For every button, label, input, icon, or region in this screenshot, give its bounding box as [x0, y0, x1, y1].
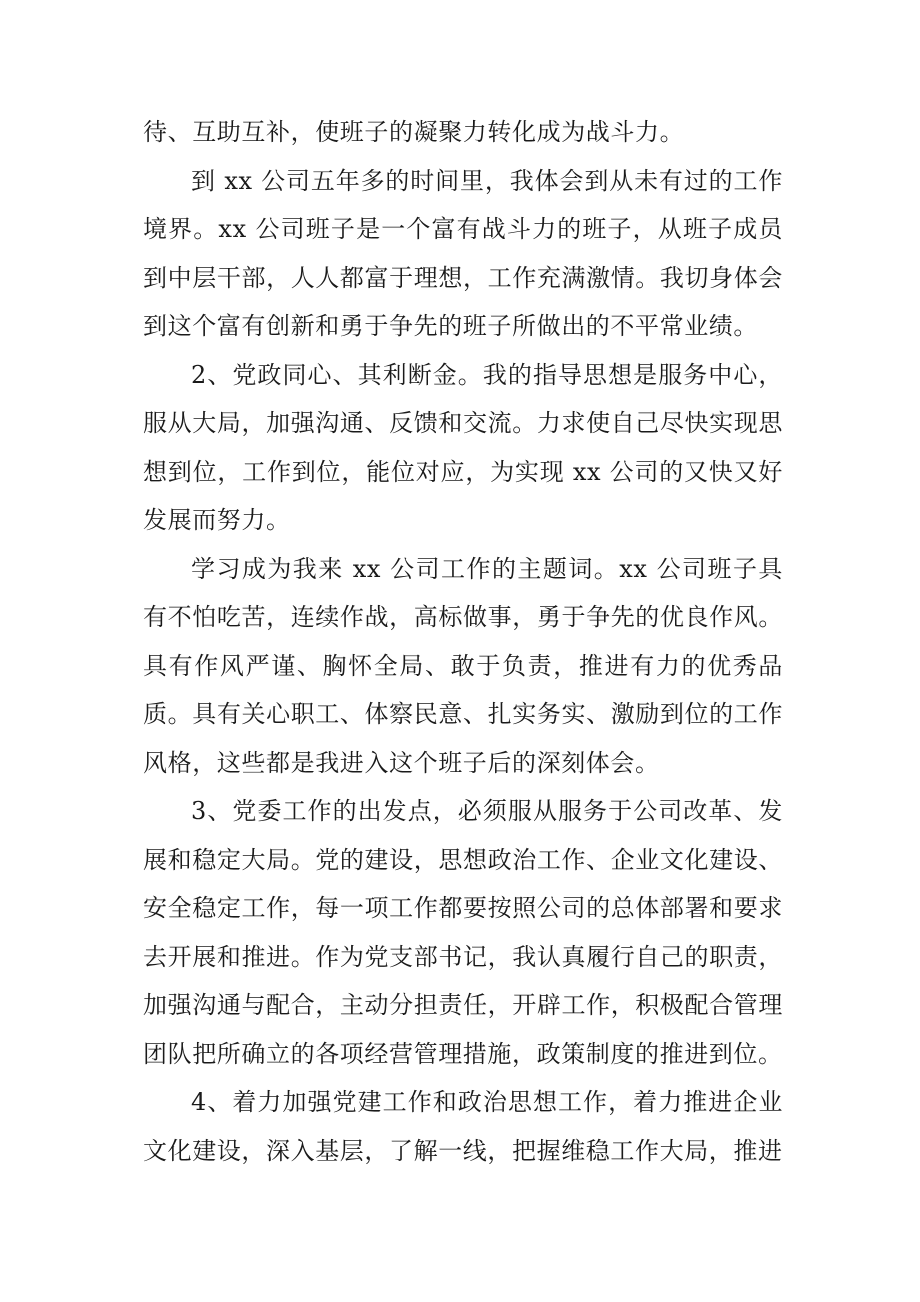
- paragraph-learning: 学习成为我来 xx 公司工作的主题词。xx 公司班子具有不怕吃苦，连续作战，高标做事，勇于争先的优良作风。具有作风严谨、胸怀全局、敢于负责，推进有力的优秀品质。具有关心职工、体察民意、扎实务实、激励到位的工作风格，这些都是我进入这个班子后的深刻体会。: [143, 554, 783, 777]
- paragraph-point-2: 2、党政同心、其利断金。我的指导思想是服务中心，服从大局，加强沟通、反馈和交流。力求使自己尽快实现思想到位，工作到位，能位对应，为实现 xx 公司的又快又好发展而努力。: [143, 360, 783, 534]
- document-body: [143, 108, 783, 1175]
- paragraph-work-experience: 到 xx 公司五年多的时间里，我体会到从未有过的工作境界。xx 公司班子是一个富有战斗力的班子，从班子成员到中层干部，人人都富于理想，工作充满激情。我切身体会到这个富有创新和勇于争先的班子所做出的不平常业绩。: [143, 166, 783, 340]
- paragraph-point-3: 3、党委工作的出发点，必须服从服务于公司改革、发展和稳定大局。党的建设，思想政治工作、企业文化建设、安全稳定工作，每一项工作都要按照公司的总体部署和要求去开展和推进。作为党支部书记，我认真履行自己的职责，加强沟通与配合，主动分担责任，开辟工作，积极配合管理团队把所确立的各项经营管理措施，政策制度的推进到位。: [143, 797, 783, 1068]
- paragraph-point-4: 4、着力加强党建工作和政治思想工作，着力推进企业文化建设，深入基层，了解一线，把握维稳工作大局，推进: [143, 1088, 783, 1165]
- paragraph-continuation: 待、互助互补，使班子的凝聚力转化成为战斗力。: [143, 118, 685, 146]
